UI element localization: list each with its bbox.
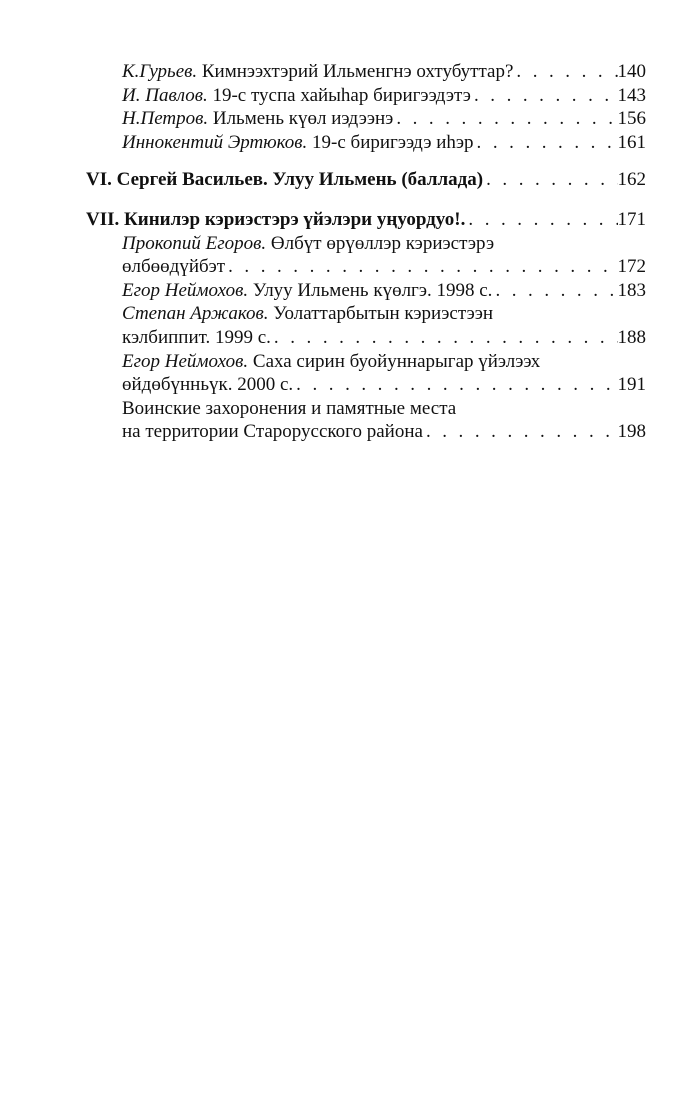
leader-dots (513, 60, 617, 84)
toc-page-number: 198 (617, 421, 646, 443)
toc-title: Ильмень күөл иэдээнэ (212, 108, 394, 130)
toc-author: Егор Неймохов. (122, 279, 249, 301)
leader-dots (471, 84, 618, 108)
section-number: VII. (86, 208, 120, 230)
toc-author: Н.Петров. (122, 108, 209, 130)
toc-entry-neymokhov-2000-line1 (86, 350, 646, 374)
toc-title-cont: на территории Старорусского района (122, 421, 423, 443)
toc-entry-arzhakov-line2 (86, 326, 646, 350)
leader-dots (474, 131, 618, 155)
toc-page-number: 188 (617, 326, 646, 348)
toc-author: К.Гурьев. (122, 61, 198, 82)
toc-page-number: 172 (617, 256, 646, 278)
toc-entry-neymokhov-1998 (86, 279, 646, 303)
toc-page-number: 191 (617, 374, 646, 396)
leader-dots (465, 208, 617, 232)
toc-author: И. Павлов. (122, 84, 208, 106)
toc-entry-egorov-line1 (86, 232, 646, 256)
toc-title-cont: өлбөөдүйбэт (122, 256, 226, 278)
toc-entry-gurev (86, 60, 646, 84)
toc-page-number: 161 (617, 131, 646, 153)
toc-entry-memorials-line2 (86, 420, 646, 444)
leader-dots (293, 373, 617, 397)
toc-entry-neymokhov-2000-line2 (86, 373, 646, 397)
toc-title: Кимнээхтэрий Ильменгнэ охтубуттар? (201, 61, 514, 82)
section-number: VI. (86, 169, 112, 191)
toc-entry-pavlov (86, 84, 646, 108)
leader-dots (423, 420, 618, 444)
toc-entry-memorials-line1 (86, 397, 646, 421)
toc-page-number: 143 (617, 84, 646, 106)
toc-page-number: 162 (617, 169, 646, 191)
toc-section-6 (86, 168, 646, 192)
toc-author: Степан Аржаков. (122, 303, 269, 325)
toc-page-number: 156 (617, 108, 646, 130)
toc-page-number: 171 (617, 208, 646, 230)
toc-title: 19-с биригээдэ иһэр (312, 131, 474, 153)
toc-title: Саха сирин буойуннарыгар үйэлээх (252, 350, 541, 372)
leader-dots (393, 107, 617, 131)
leader-dots (483, 168, 617, 192)
toc-author: Иннокентий Эртюков. (122, 131, 308, 153)
section-title: Сергей Васильев. Улуу Ильмень (баллада) (116, 169, 484, 191)
toc-title: 19-с туспа хайыһар биригээдэтэ (212, 84, 471, 106)
table-of-contents (86, 60, 646, 444)
toc-entry-egorov-line2 (86, 255, 646, 279)
toc-page-number: 183 (617, 279, 646, 301)
toc-title-cont: өйдөбүнньүк. 2000 с. (122, 374, 294, 396)
toc-title: Воинские захоронения и памятные места (122, 397, 457, 419)
toc-section-7 (86, 208, 646, 232)
toc-title: Өлбүт өрүөллэр кэриэстэрэ (270, 232, 495, 254)
toc-entry-ertyukov (86, 131, 646, 155)
toc-entry-petrov (86, 107, 646, 131)
leader-dots (271, 326, 618, 350)
toc-title-cont: кэлбиппит. 1999 с. (122, 326, 271, 348)
section-title: Кинилэр кэриэстэрэ үйэлэри уңуордуо!. (124, 208, 466, 230)
toc-author: Егор Неймохов. (122, 350, 249, 372)
leader-dots (225, 255, 617, 279)
toc-author: Прокопий Егоров. (122, 232, 267, 254)
leader-dots (492, 279, 617, 303)
toc-entry-arzhakov-line1 (86, 302, 646, 326)
toc-page-number: 140 (617, 61, 646, 82)
toc-title: Улуу Ильмень күөлгэ. 1998 с. (252, 279, 493, 301)
toc-title: Уолаттарбытын кэриэстээн (273, 303, 494, 325)
